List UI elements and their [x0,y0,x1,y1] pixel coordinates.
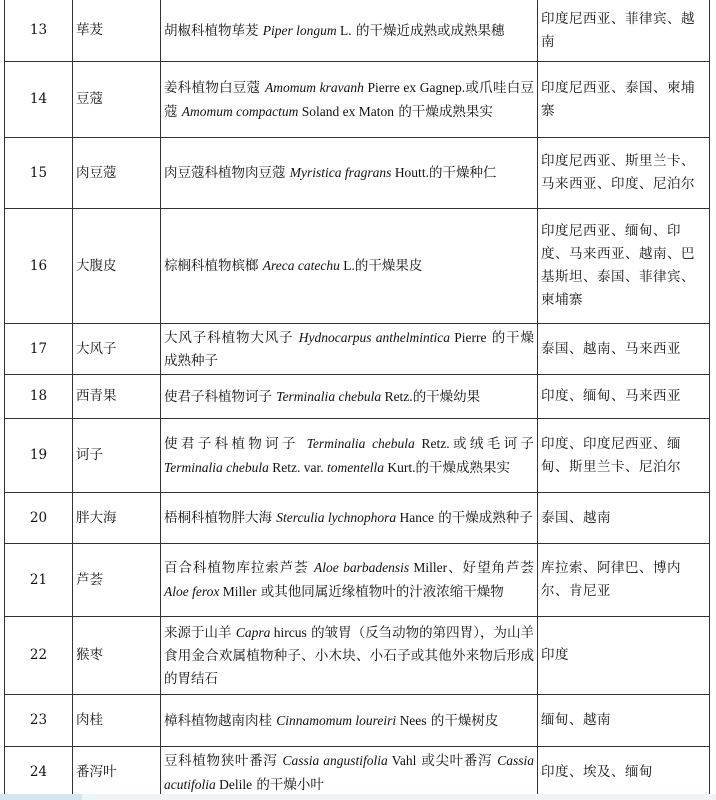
herb-source [161,419,538,493]
row-number: 21 [5,544,73,617]
origin-countries: 缅甸、越南 [538,695,710,747]
herb-source [161,324,538,375]
row-number: 20 [5,493,73,544]
table-row [5,544,710,617]
scientific-name: Myristica fragrans [289,165,392,180]
herb-source [161,375,538,419]
row-number: 23 [5,695,73,747]
description-text: 百合科植物库拉索芦荟 [164,560,314,576]
description-text: 豆科植物狭叶番泻 [164,752,283,769]
description-text: 的干燥成熟果实 [394,103,493,120]
herb-source [161,747,538,799]
row-number: 24 [5,747,73,799]
description-text: 、好望角芦荟 [447,560,534,576]
origin-countries: 印度尼西亚、泰国、柬埔寨 [538,62,710,138]
scientific-name: Cinnamomum loureiri [276,712,397,728]
herb-source [161,493,538,544]
scientific-name: Areca catechu [262,258,340,273]
herb-name: 大风子 [73,324,161,375]
name-authority: Retz. [414,435,450,451]
description-text: 的干燥幼果 [412,388,481,405]
description-text: 的干燥成熟种子 [434,510,533,526]
description-text: 来源于山羊 [164,624,236,641]
herb-name: 芦荟 [73,544,161,617]
table-body [5,0,710,799]
scientific-name: Amomum compactum [181,103,299,119]
herb-name: 豆蔻 [73,62,161,138]
table-row [5,493,710,544]
scientific-name: tomentella [327,459,384,475]
description-text: 的干燥近成熟或成熟果穗 [351,22,505,39]
description-text: 的干燥成熟种子 [164,329,534,369]
origin-countries: 库拉索、阿律巴、博内尔、肯尼亚 [538,544,710,617]
row-number: 19 [5,419,73,493]
origin-countries: 泰国、越南、马来西亚 [538,324,710,375]
description-text: 的皱胃（反刍动物的第四胃），为山羊食用金合欢属植物种子、小木块、小石子或其他外来物后形成的胃结石 [164,624,534,687]
herb-source [161,209,538,324]
scientific-name: Amomum kravanh [264,79,364,95]
description-text: 大风子科植物大风子 [164,329,299,346]
name-authority: Retz. [381,388,413,404]
herb-source [161,138,538,209]
table-row [5,419,710,493]
name-authority: Hance [396,510,435,525]
table-row [5,617,710,695]
table-row [5,695,710,747]
name-authority: Vahl [387,752,417,768]
herb-source [161,617,538,695]
herb-source [161,695,538,747]
description-text: 肉豆蔻科植物肉豆蔻 [164,165,290,181]
description-text: 的干燥成熟果实 [415,459,510,476]
scientific-name: Piper longum [262,22,337,38]
table-row [5,375,710,419]
name-authority: Pierre [450,329,487,345]
herb-name: 肉豆蔻 [73,138,161,209]
description-text: 梧桐科植物胖大海 [164,510,277,526]
herb-origin-table [4,0,710,799]
herb-source [161,544,538,617]
row-number: 18 [5,375,73,419]
herb-name: 大腹皮 [73,209,161,324]
description-text: 的干燥种仁 [428,165,497,181]
name-authority: hircus [270,624,307,640]
scientific-name: Terminalia chebula [164,459,269,475]
description-text: 使君子科植物诃子 [164,388,277,405]
scrollbar-thumb[interactable] [0,794,82,800]
table-row [5,747,710,799]
origin-countries: 印度 [538,617,710,695]
row-number: 22 [5,617,73,695]
table-row [5,209,710,324]
herb-name: 荜茇 [73,0,161,62]
origin-countries: 印度、印度尼西亚、缅甸、斯里兰卡、尼泊尔 [538,419,710,493]
description-text: 或绒毛诃子 [449,435,534,452]
herb-name: 肉桂 [73,695,161,747]
name-authority: Miller [409,560,448,575]
name-authority: Pierre ex Gagnep. [363,79,466,95]
description-text: 或爪哇白豆蔻 [164,79,535,120]
name-authority: Soland ex Maton [298,103,395,119]
scientific-name: Capra [235,624,271,640]
description-text: 棕榈科植物槟榔 [164,258,263,274]
name-authority: Kurt. [384,459,416,475]
row-number: 16 [5,209,73,324]
scientific-name: Aloe barbadensis [313,560,410,575]
name-authority: L. [339,258,355,273]
herb-name: 诃子 [73,419,161,493]
table-row [5,138,710,209]
name-authority: Miller [219,584,257,599]
origin-countries: 印度、埃及、缅甸 [538,747,710,799]
origin-countries: 印度、缅甸、马来西亚 [538,375,710,419]
description-text: 樟科植物越南肉桂 [164,712,277,729]
origin-countries: 泰国、越南 [538,493,710,544]
name-authority: Houtt. [391,165,429,180]
row-number: 14 [5,62,73,138]
herb-source [161,0,538,62]
scientific-name: Cassia acutifolia [164,752,534,792]
scientific-name: Sterculia lychnophora [276,510,397,525]
scientific-name: Cassia angustifolia [282,752,388,768]
description-text: 胡椒科植物荜茇 [164,22,263,39]
herb-name: 西青果 [73,375,161,419]
description-text: 使君子科植物诃子 [164,435,307,452]
row-number: 15 [5,138,73,209]
row-number: 17 [5,324,73,375]
name-authority: L. [336,22,352,38]
row-number: 13 [5,0,73,62]
description-text: 姜科植物白豆蔻 [164,79,265,96]
origin-countries: 印度尼西亚、斯里兰卡、马来西亚、印度、尼泊尔 [538,138,710,209]
herb-source [161,62,538,138]
scientific-name: Terminalia chebula [306,435,415,451]
description-text: 的干燥树皮 [426,712,499,729]
name-authority: Retz. var. [268,459,327,475]
table-row [5,324,710,375]
horizontal-scrollbar[interactable] [0,794,716,800]
herb-name: 胖大海 [73,493,161,544]
origin-countries: 印度尼西亚、菲律宾、越南 [538,0,710,62]
name-authority: Nees [396,712,427,728]
table-row [5,0,710,62]
description-text: 或尖叶番泻 [416,752,498,769]
description-text: 的干燥小叶 [252,776,324,793]
table-row [5,62,710,138]
name-authority: Delile [215,776,253,792]
description-text: 或其他同属近缘植物叶的汁液浓缩干燥物 [256,584,504,600]
scientific-name: Aloe ferox [164,584,220,599]
herb-name: 番泻叶 [73,747,161,799]
description-text: 的干燥果皮 [354,258,423,274]
scientific-name: Hydnocarpus anthelmintica [298,329,450,345]
herb-name: 猴枣 [73,617,161,695]
scientific-name: Terminalia chebula [276,388,382,404]
origin-countries: 印度尼西亚、缅甸、印度、马来西亚、越南、巴基斯坦、泰国、菲律宾、柬埔寨 [538,209,710,324]
